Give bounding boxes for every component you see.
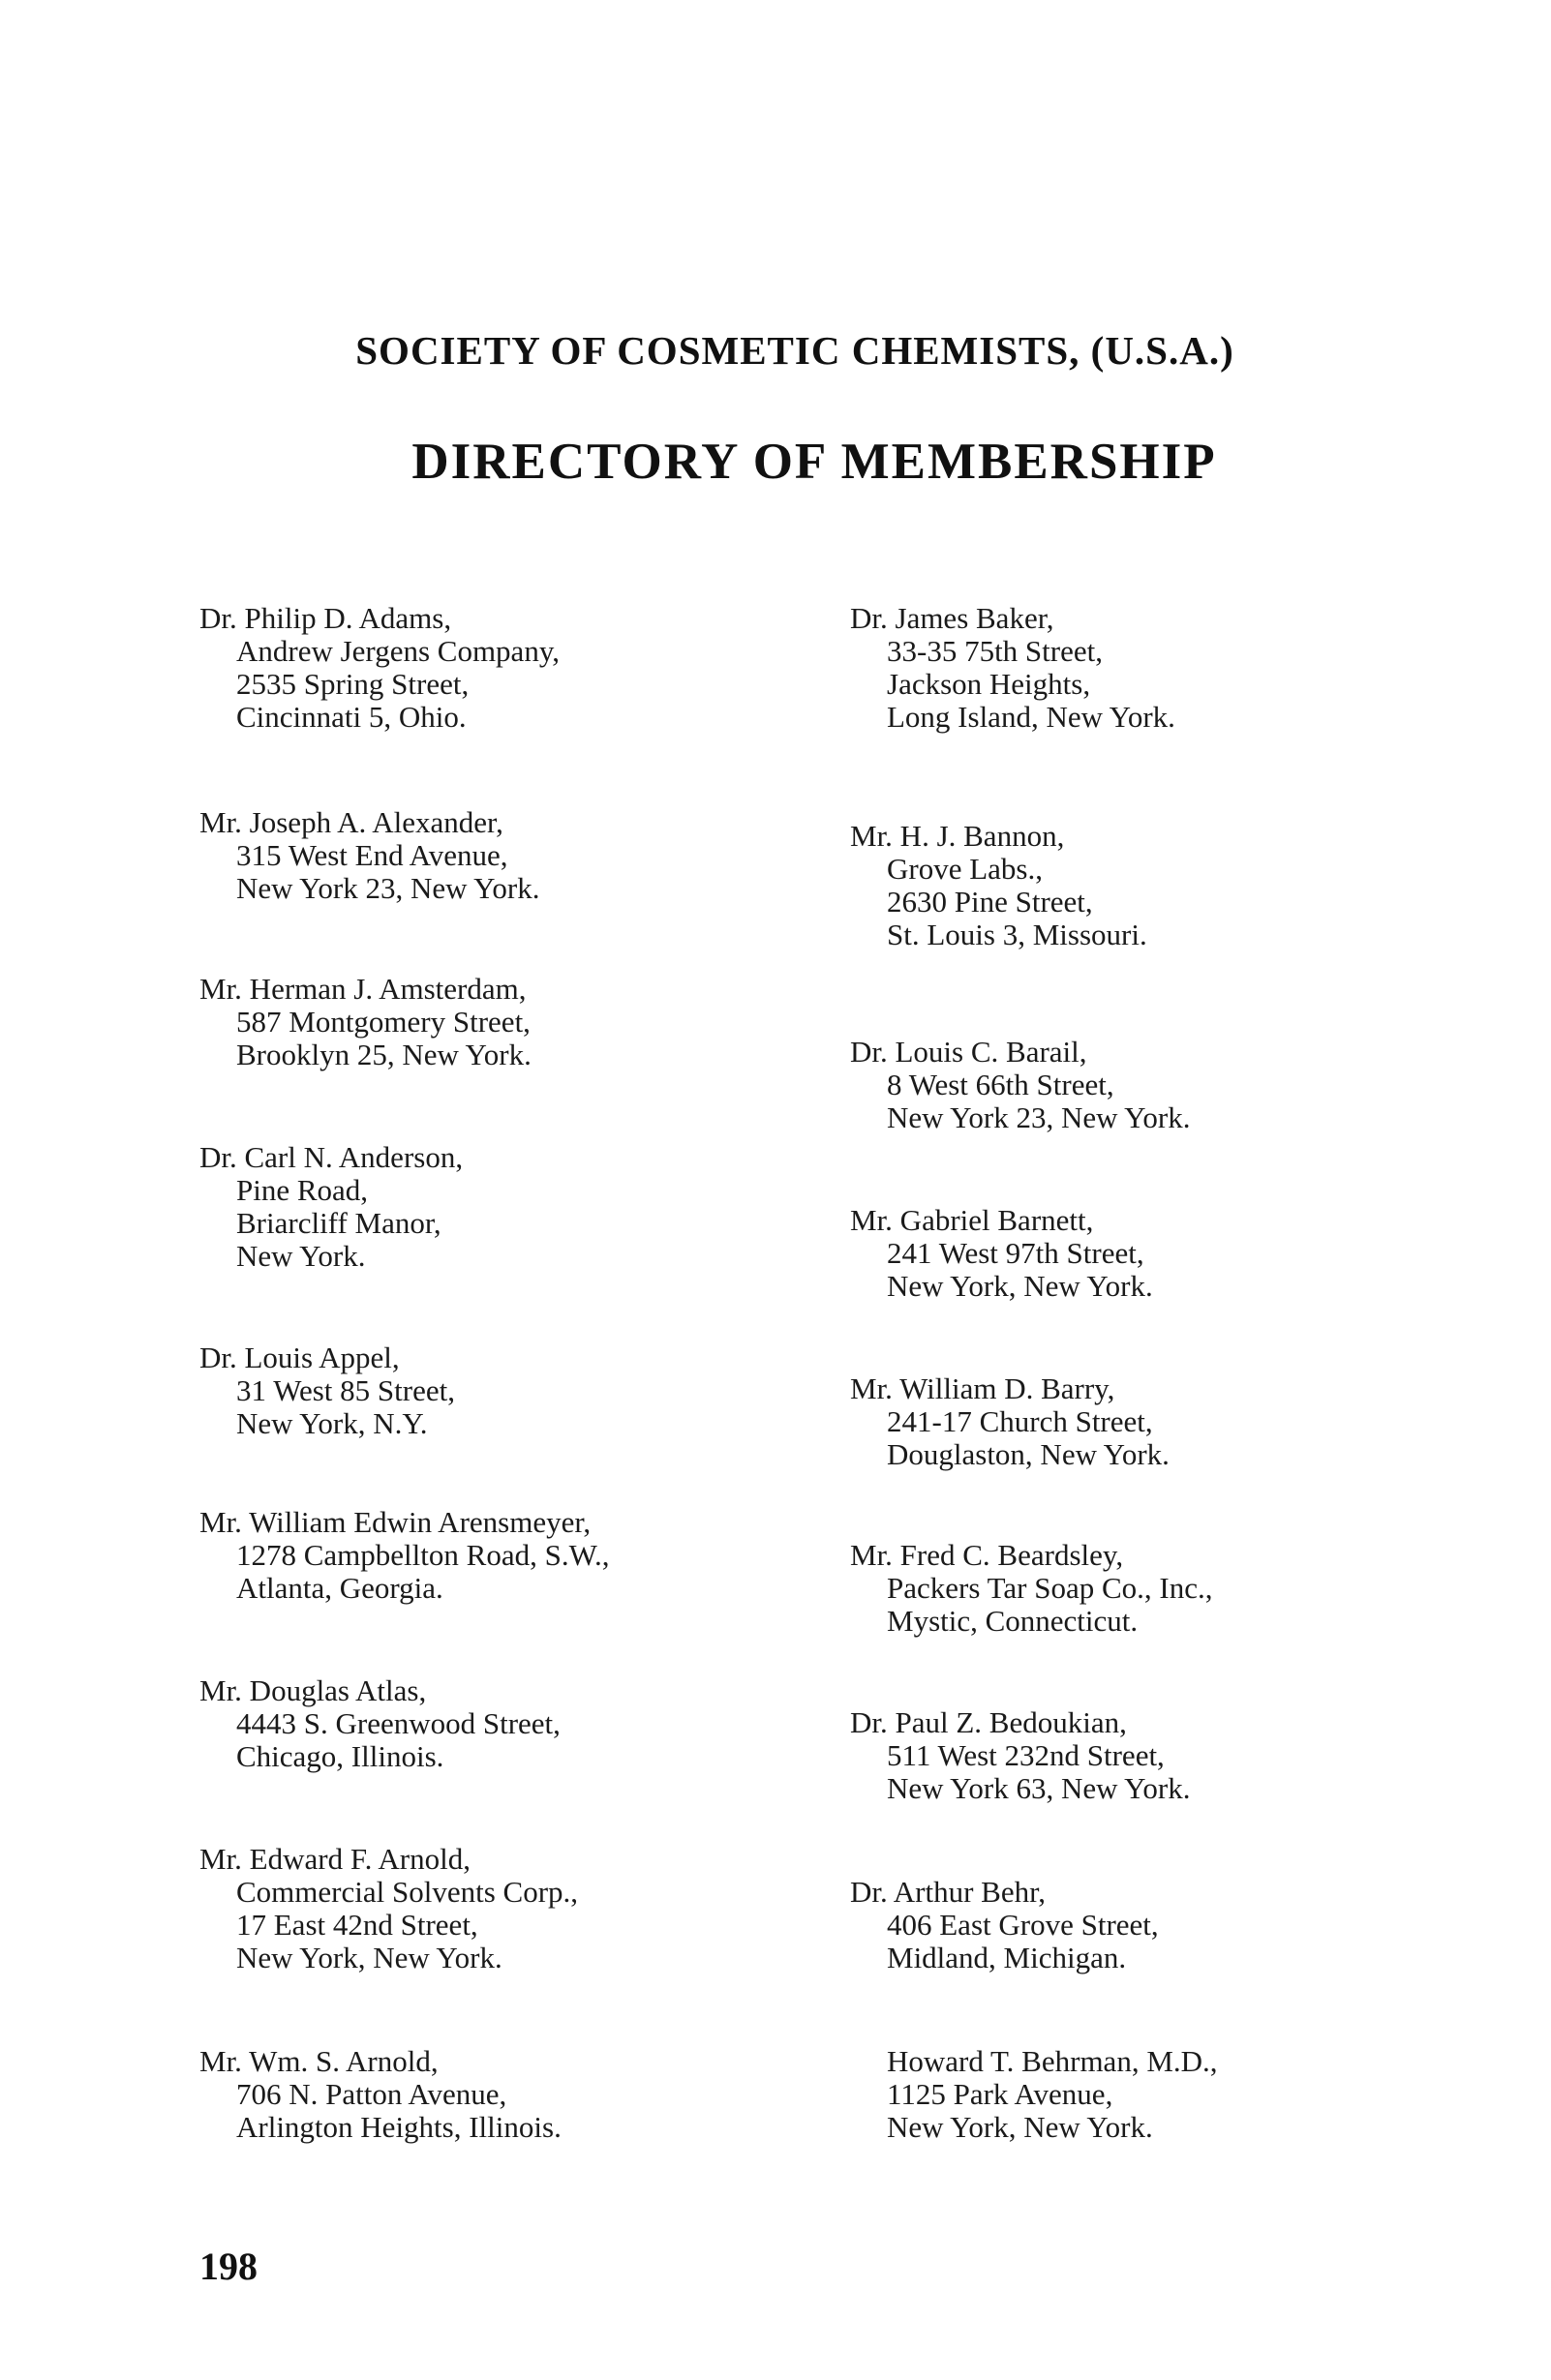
address-line: Commercial Solvents Corp., xyxy=(236,1875,579,1909)
address-line: New York, New York. xyxy=(887,1269,1153,1303)
member-name: Dr. Louis Appel, xyxy=(199,1341,400,1374)
address-line: Atlanta, Georgia. xyxy=(236,1571,443,1605)
member-name: Dr. James Baker, xyxy=(850,601,1054,635)
address-line: 706 N. Patton Avenue, xyxy=(236,2077,507,2111)
member-entry xyxy=(850,1036,1190,1134)
member-entry xyxy=(199,2045,562,2144)
member-entry xyxy=(199,1674,561,1773)
member-name: Dr. Paul Z. Bedoukian, xyxy=(850,1705,1127,1739)
member-entry xyxy=(199,1506,610,1605)
address-line: Douglaston, New York. xyxy=(887,1437,1170,1471)
address-line: New York 23, New York. xyxy=(236,871,540,905)
address-line: 4443 S. Greenwood Street, xyxy=(236,1706,561,1740)
address-line: New York. xyxy=(236,1239,366,1273)
member-name: Mr. Joseph A. Alexander, xyxy=(199,805,503,839)
member-name: Mr. Edward F. Arnold, xyxy=(199,1842,471,1876)
society-title: SOCIETY OF COSMETIC CHEMISTS, (U.S.A.) xyxy=(355,328,1234,373)
address-line: 1125 Park Avenue, xyxy=(887,2077,1113,2111)
member-name: Mr. Herman J. Amsterdam, xyxy=(199,972,527,1006)
address-line: Chicago, Illinois. xyxy=(236,1739,444,1773)
member-entry xyxy=(199,1843,578,1974)
address-line: 511 West 232nd Street, xyxy=(887,1738,1165,1772)
member-name: Mr. William Edwin Arensmeyer, xyxy=(199,1505,592,1539)
address-line: Long Island, New York. xyxy=(887,700,1175,734)
address-line: 406 East Grove Street, xyxy=(887,1908,1159,1942)
address-line: 2535 Spring Street, xyxy=(236,667,470,701)
member-entry xyxy=(850,602,1175,734)
member-name: Mr. Douglas Atlas, xyxy=(199,1673,427,1707)
address-line: New York 63, New York. xyxy=(887,1771,1191,1805)
member-entry xyxy=(199,602,560,734)
address-line: St. Louis 3, Missouri. xyxy=(887,918,1147,951)
address-line: 2630 Pine Street, xyxy=(887,885,1093,919)
member-entry xyxy=(887,2045,1218,2144)
address-line: Midland, Michigan. xyxy=(887,1941,1127,1974)
address-line: Briarcliff Manor, xyxy=(236,1206,441,1240)
address-line: Arlington Heights, Illinois. xyxy=(236,2110,562,2144)
member-entry xyxy=(850,1539,1212,1638)
member-entry xyxy=(850,1204,1153,1303)
address-line: New York, New York. xyxy=(236,1941,502,1974)
address-line: 8 West 66th Street, xyxy=(887,1068,1114,1101)
member-entry xyxy=(850,820,1147,951)
member-entry xyxy=(850,1372,1170,1471)
member-name: Dr. Philip D. Adams, xyxy=(199,601,452,635)
member-name: Howard T. Behrman, M.D., xyxy=(887,2044,1218,2078)
member-name: Mr. William D. Barry, xyxy=(850,1371,1115,1405)
directory-title: DIRECTORY OF MEMBERSHIP xyxy=(411,434,1217,490)
address-line: Andrew Jergens Company, xyxy=(236,634,561,668)
address-line: New York 23, New York. xyxy=(887,1100,1191,1134)
member-entry xyxy=(850,1876,1159,1974)
member-entry xyxy=(199,973,532,1071)
address-line: 17 East 42nd Street, xyxy=(236,1908,478,1942)
address-line: 1278 Campbellton Road, S.W., xyxy=(236,1538,610,1572)
address-line: Mystic, Connecticut. xyxy=(887,1604,1139,1638)
member-entry xyxy=(199,806,539,905)
member-name: Mr. Gabriel Barnett, xyxy=(850,1203,1094,1237)
address-line: 33-35 75th Street, xyxy=(887,634,1103,668)
address-line: New York, N.Y. xyxy=(236,1406,428,1440)
member-name: Mr. Wm. S. Arnold, xyxy=(199,2044,439,2078)
member-name: Dr. Louis C. Barail, xyxy=(850,1035,1087,1069)
member-name: Mr. H. J. Bannon, xyxy=(850,819,1065,853)
member-name: Mr. Fred C. Beardsley, xyxy=(850,1538,1124,1572)
address-line: Jackson Heights, xyxy=(887,667,1091,701)
member-entry xyxy=(199,1341,455,1440)
address-line: 31 West 85 Street, xyxy=(236,1373,455,1407)
address-line: 315 West End Avenue, xyxy=(236,838,508,872)
address-line: New York, New York. xyxy=(887,2110,1153,2144)
address-line: 241 West 97th Street, xyxy=(887,1236,1144,1270)
address-line: Packers Tar Soap Co., Inc., xyxy=(887,1571,1213,1605)
member-name: Dr. Carl N. Anderson, xyxy=(199,1140,464,1174)
member-name: Dr. Arthur Behr, xyxy=(850,1875,1046,1909)
address-line: Pine Road, xyxy=(236,1173,369,1207)
member-entry xyxy=(199,1141,463,1273)
address-line: Cincinnati 5, Ohio. xyxy=(236,700,467,734)
address-line: 241-17 Church Street, xyxy=(887,1404,1153,1438)
member-entry xyxy=(850,1706,1190,1805)
address-line: Grove Labs., xyxy=(887,852,1043,886)
address-line: 587 Montgomery Street, xyxy=(236,1005,531,1039)
address-line: Brooklyn 25, New York. xyxy=(236,1038,532,1071)
page-number: 198 xyxy=(199,2244,258,2288)
